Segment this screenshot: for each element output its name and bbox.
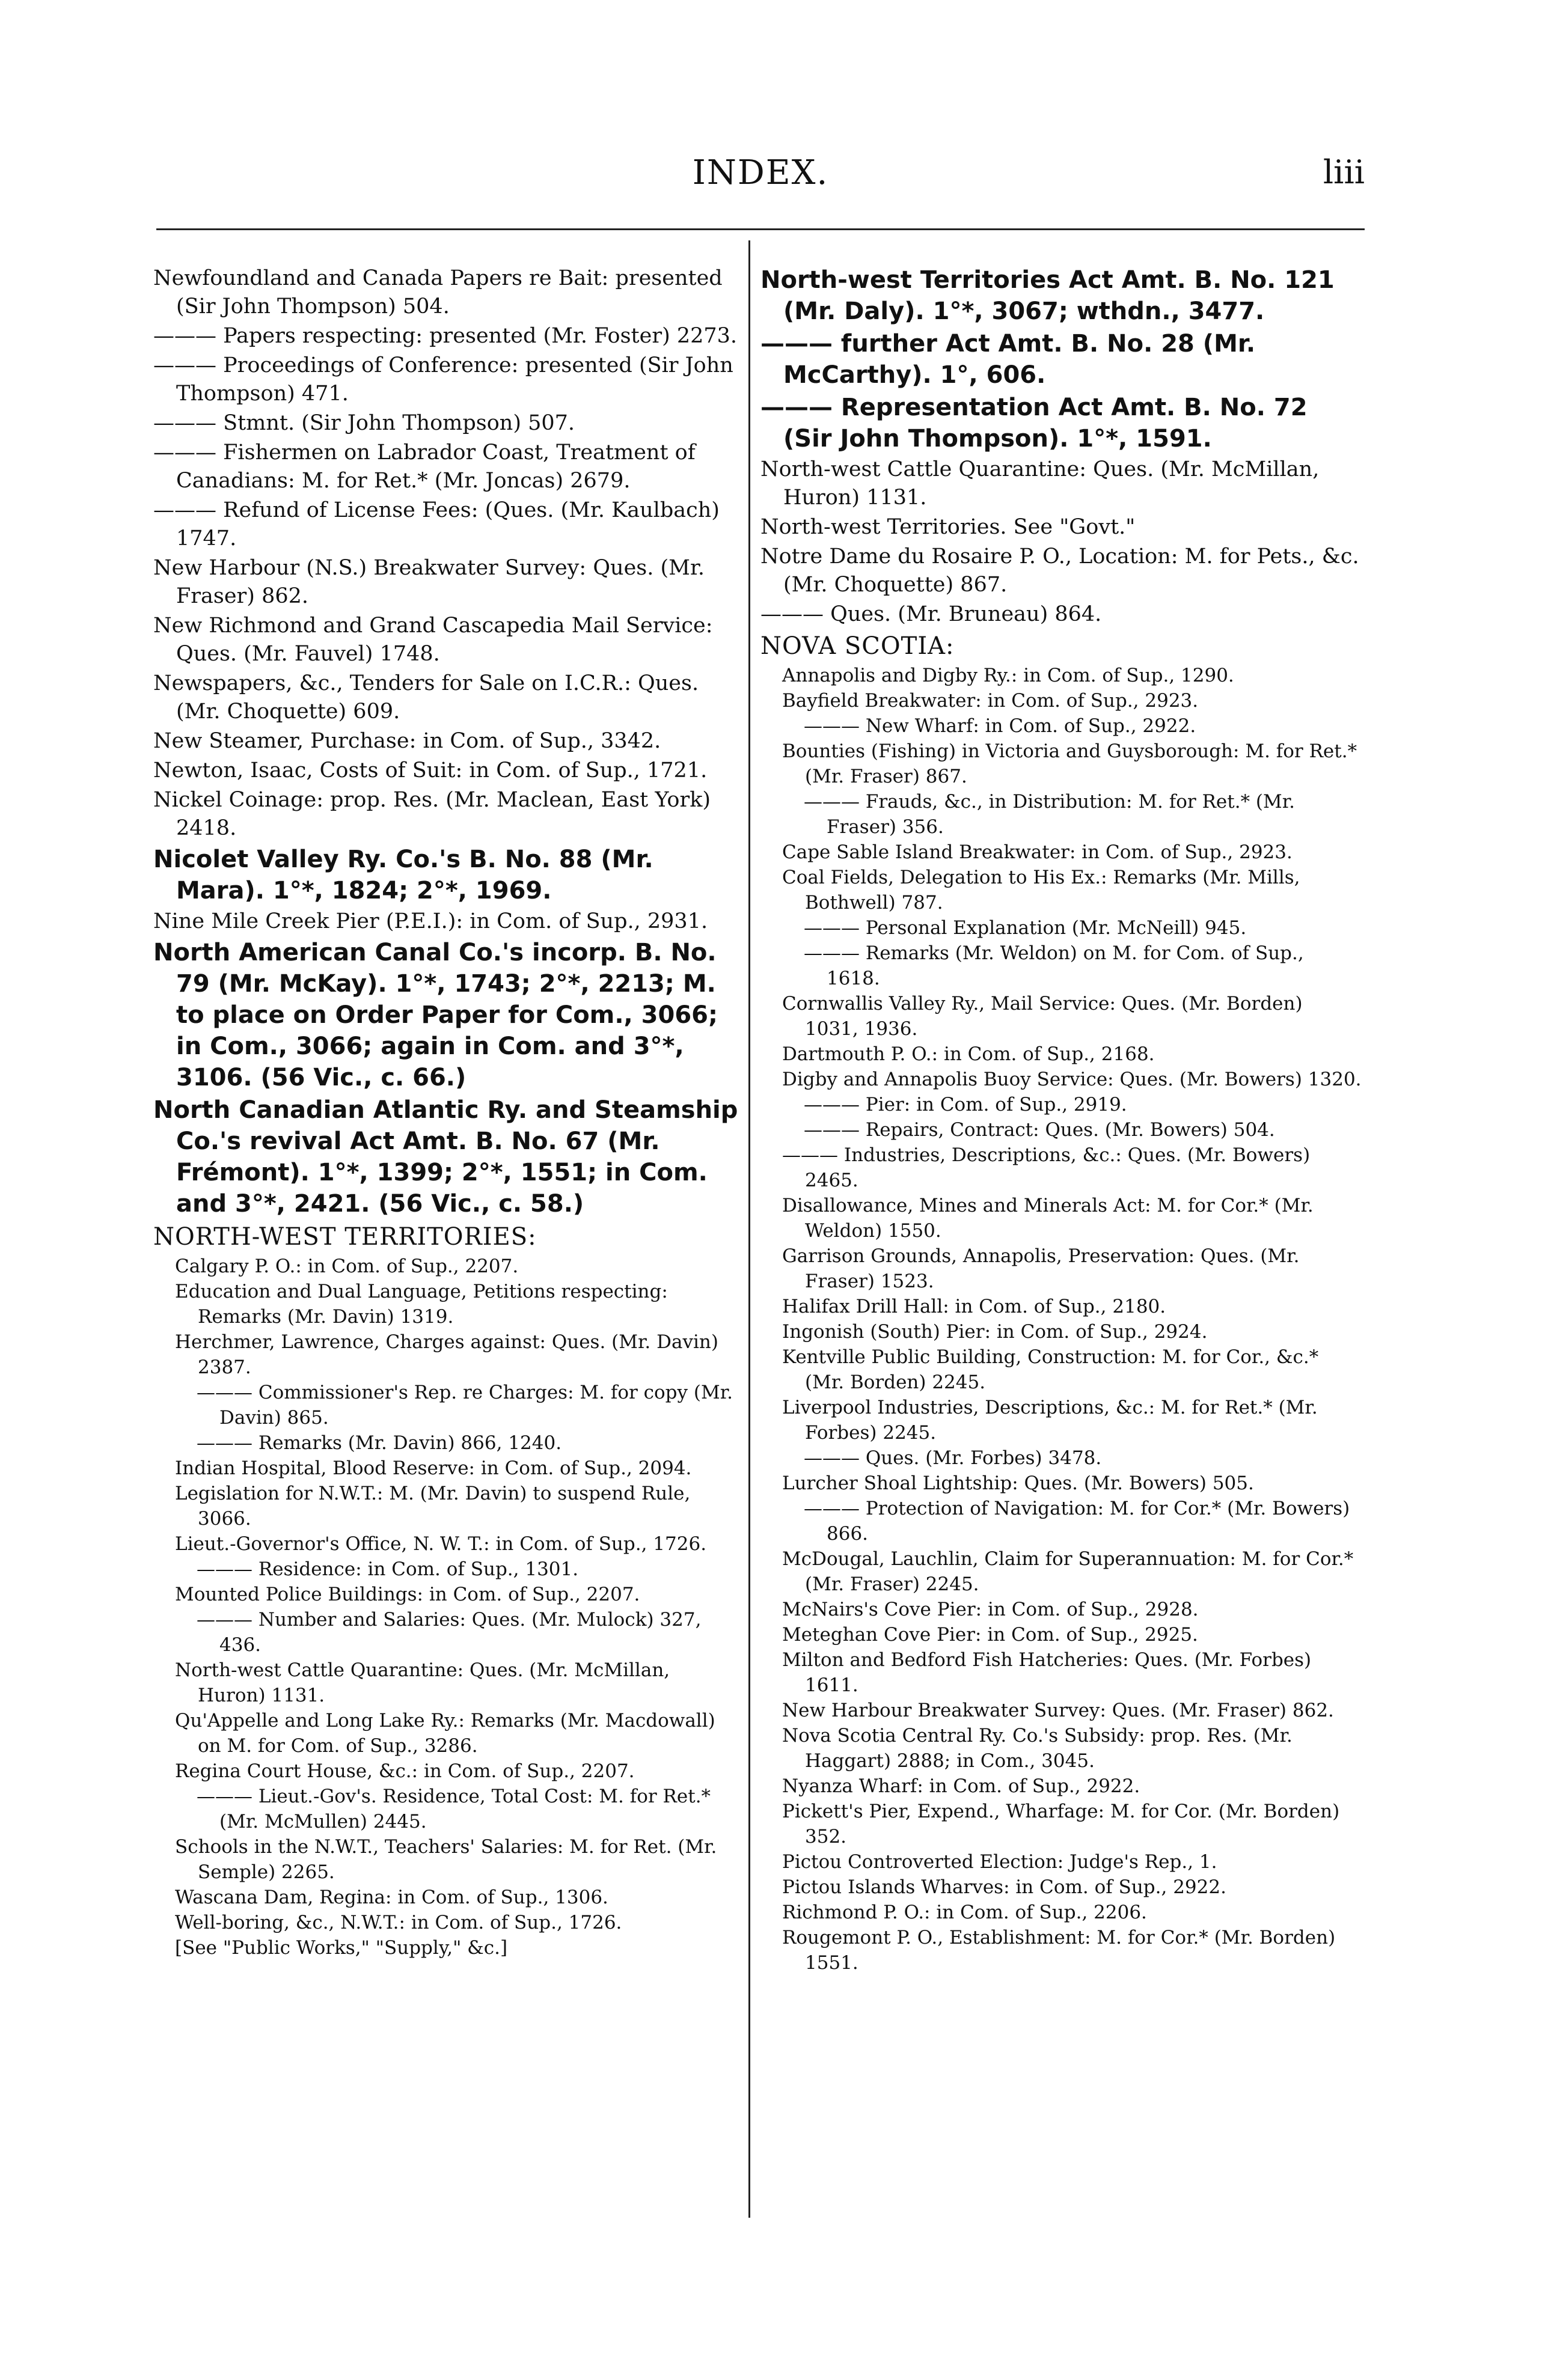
index-entry: Wascana Dam, Regina: in Com. of Sup., 1306.	[175, 1887, 608, 1908]
index-entry: Newspapers, &c., Tenders for Sale on I.C.R.: Ques. (Mr. Choquette) 609.	[153, 671, 699, 724]
index-entry: Mounted Police Buildings: in Com. of Sup., 2207.	[175, 1584, 640, 1605]
index-entry: Pictou Controverted Election: Judge's Rep., 1.	[782, 1851, 1217, 1873]
index-entry: ——— Fishermen on Labrador Coast, Treatment of Canadians: M. for Ret.* (Mr. Joncas) 2679.	[153, 441, 696, 493]
index-entry: Newfoundland and Canada Papers re Bait: presented (Sir John Thompson) 504.	[153, 266, 723, 319]
right-column	[760, 264, 1362, 1976]
index-entry: ——— Industries, Descriptions, &c.: Ques. (Mr. Bowers) 2465.	[782, 1144, 1311, 1191]
index-entry: New Richmond and Grand Cascapedia Mail Service: Ques. (Mr. Fauvel) 1748.	[153, 614, 713, 666]
index-entry: Calgary P. O.: in Com. of Sup., 2207.	[175, 1256, 519, 1277]
index-entry: ——— Proceedings of Conference: presented (Sir John Thompson) 471.	[153, 353, 733, 406]
index-entry: Qu'Appelle and Long Lake Ry.: Remarks (Mr. Macdowall) on M. for Com. of Sup., 3286.	[175, 1710, 715, 1757]
index-entry: Milton and Bedford Fish Hatcheries: Ques. (Mr. Forbes) 1611.	[782, 1649, 1312, 1696]
index-entry: ——— Commissioner's Rep. re Charges: M. for copy (Mr. Davin) 865.	[197, 1382, 733, 1429]
index-entry: Nickel Coinage: prop. Res. (Mr. Maclean, East York) 2418.	[153, 788, 711, 840]
index-entry: Schools in the N.W.T., Teachers' Salaries: M. for Ret. (Mr. Semple) 2265.	[175, 1836, 717, 1883]
index-entry: Ingonish (South) Pier: in Com. of Sup., 2924.	[782, 1321, 1208, 1343]
index-entry: Pictou Islands Wharves: in Com. of Sup., 2922.	[782, 1876, 1226, 1898]
index-entry: ——— Ques. (Mr. Forbes) 3478.	[804, 1447, 1102, 1469]
index-entry: New Harbour Breakwater Survey: Ques. (Mr. Fraser) 862.	[782, 1700, 1334, 1721]
index-entry: McDougal, Lauchlin, Claim for Superannuation: M. for Cor.* (Mr. Fraser) 2245.	[782, 1548, 1354, 1595]
index-entry: Education and Dual Language, Petitions respecting: Remarks (Mr. Davin) 1319.	[175, 1281, 668, 1328]
index-entry: Meteghan Cove Pier: in Com. of Sup., 2925.	[782, 1624, 1198, 1646]
column-divider	[748, 240, 750, 2218]
index-entry: ——— Frauds, &c., in Distribution: M. for Ret.* (Mr. Fraser) 356.	[804, 791, 1296, 838]
index-entry: Cape Sable Island Breakwater: in Com. of Sup., 2923.	[782, 841, 1293, 863]
index-entry: Halifax Drill Hall: in Com. of Sup., 2180.	[782, 1296, 1166, 1317]
index-entry: ——— Number and Salaries: Ques. (Mr. Mulock) 327, 436.	[197, 1609, 702, 1656]
index-entry: Regina Court House, &c.: in Com. of Sup., 2207.	[175, 1760, 635, 1782]
index-entry: Cornwallis Valley Ry., Mail Service: Ques. (Mr. Borden) 1031, 1936.	[782, 993, 1303, 1040]
index-entry: Bayfield Breakwater: in Com. of Sup., 2923.	[782, 690, 1199, 712]
index-entry: Garrison Grounds, Annapolis, Preservation: Ques. (Mr. Fraser) 1523.	[782, 1245, 1300, 1292]
index-entry: ——— Refund of License Fees: (Ques. (Mr. Kaulbach) 1747.	[153, 498, 720, 551]
index-entry: North-west Cattle Quarantine: Ques. (Mr. McMillan, Huron) 1131.	[760, 457, 1320, 510]
index-entry: ——— Remarks (Mr. Davin) 866, 1240.	[197, 1432, 562, 1454]
index-entry: North Canadian Atlantic Ry. and Steamship Co.'s revival Act Amt. B. No. 67 (Mr. Frémont). 1°*, 1399; 2°*, 1551; in Com. and 3°*, 2421. (56 Vic., c. 58.)	[153, 1096, 738, 1218]
section-heading: NORTH-WEST TERRITORIES:	[153, 1223, 537, 1251]
index-entry: Nine Mile Creek Pier (P.E.I.): in Com. of Sup., 2931.	[153, 909, 708, 933]
index-entry: Disallowance, Mines and Minerals Act: M. for Cor.* (Mr. Weldon) 1550.	[782, 1195, 1314, 1242]
index-entry: Richmond P. O.: in Com. of Sup., 2206.	[782, 1902, 1147, 1923]
index-entry: Indian Hospital, Blood Reserve: in Com. of Sup., 2094.	[175, 1457, 692, 1479]
index-entry: Newton, Isaac, Costs of Suit: in Com. of Sup., 1721.	[153, 758, 708, 783]
index-entry: Pickett's Pier, Expend., Wharfage: M. for Cor. (Mr. Borden) 352.	[782, 1801, 1340, 1848]
index-entry: Liverpool Industries, Descriptions, &c.: M. for Ret.* (Mr. Forbes) 2245.	[782, 1397, 1318, 1444]
index-entry: ——— further Act Amt. B. No. 28 (Mr. McCarthy). 1°, 606.	[760, 330, 1256, 389]
index-entry: North American Canal Co.'s incorp. B. No. 79 (Mr. McKay). 1°*, 1743; 2°*, 2213; M. to place on Order Paper for Com., 3066; in Com., 3066; again in Com. and 3°*, 3106. (56 Vic., c. 66.)	[153, 939, 718, 1091]
index-entry: ——— Lieut.-Gov's. Residence, Total Cost: M. for Ret.* (Mr. McMullen) 2445.	[197, 1786, 711, 1832]
page-number: liii	[1323, 153, 1365, 191]
index-entry: New Harbour (N.S.) Breakwater Survey: Ques. (Mr. Fraser) 862.	[153, 556, 705, 608]
page-header	[156, 153, 1365, 207]
index-entry: ——— Personal Explanation (Mr. McNeill) 945.	[804, 917, 1247, 939]
index-entry: ——— Stmnt. (Sir John Thompson) 507.	[153, 411, 575, 435]
index-entry: Notre Dame du Rosaire P. O., Location: M. for Pets., &c. (Mr. Choquette) 867.	[760, 545, 1359, 597]
index-entry: Herchmer, Lawrence, Charges against: Ques. (Mr. Davin) 2387.	[175, 1331, 718, 1378]
index-entry: Nova Scotia Central Ry. Co.'s Subsidy: prop. Res. (Mr. Haggart) 2888; in Com., 3045.	[782, 1725, 1293, 1772]
index-entry: ——— Representation Act Amt. B. No. 72 (Sir John Thompson). 1°*, 1591.	[760, 394, 1308, 453]
index-entry: McNairs's Cove Pier: in Com. of Sup., 2928.	[782, 1599, 1199, 1620]
index-entry: Well-boring, &c., N.W.T.: in Com. of Sup., 1726.	[175, 1912, 622, 1933]
index-entry: Annapolis and Digby Ry.: in Com. of Sup., 1290.	[782, 665, 1234, 686]
index-entry: Nyanza Wharf: in Com. of Sup., 2922.	[782, 1775, 1140, 1797]
index-entry: North-west Territories. See "Govt."	[760, 515, 1136, 539]
index-entry: Kentville Public Building, Construction: M. for Cor., &c.* (Mr. Borden) 2245.	[782, 1346, 1319, 1393]
index-entry: Dartmouth P. O.: in Com. of Sup., 2168.	[782, 1043, 1155, 1065]
index-entry: ——— New Wharf: in Com. of Sup., 2922.	[804, 715, 1196, 737]
section-heading: NOVA SCOTIA:	[760, 632, 955, 660]
index-entry: Bounties (Fishing) in Victoria and Guysborough: M. for Ret.* (Mr. Fraser) 867.	[782, 740, 1357, 787]
index-entry: ——— Pier: in Com. of Sup., 2919.	[804, 1094, 1127, 1115]
index-entry: ——— Remarks (Mr. Weldon) on M. for Com. of Sup., 1618.	[804, 942, 1304, 989]
index-entry: ——— Protection of Navigation: M. for Cor.* (Mr. Bowers) 866.	[804, 1498, 1350, 1545]
index-entry: Rougemont P. O., Establishment: M. for Cor.* (Mr. Borden) 1551.	[782, 1927, 1336, 1974]
index-entry: Nicolet Valley Ry. Co.'s B. No. 88 (Mr. Mara). 1°*, 1824; 2°*, 1969.	[153, 846, 653, 905]
page-title: INDEX.	[692, 153, 829, 192]
index-entry: Legislation for N.W.T.: M. (Mr. Davin) to suspend Rule, 3066.	[175, 1483, 691, 1530]
index-entry: ——— Residence: in Com. of Sup., 1301.	[197, 1558, 579, 1580]
index-entry: ——— Repairs, Contract: Ques. (Mr. Bowers) 504.	[804, 1119, 1275, 1141]
index-entry: Lurcher Shoal Lightship: Ques. (Mr. Bowers) 505.	[782, 1472, 1254, 1494]
index-entry: North-west Territories Act Amt. B. No. 121 (Mr. Daly). 1°*, 3067; wthdn., 3477.	[760, 266, 1335, 325]
left-column	[153, 264, 739, 1960]
index-entry: ——— Papers respecting: presented (Mr. Foster) 2273.	[153, 324, 738, 348]
index-entry: Lieut.-Governor's Office, N. W. T.: in Com. of Sup., 1726.	[175, 1533, 707, 1555]
index-entry: Digby and Annapolis Buoy Service: Ques. (Mr. Bowers) 1320.	[782, 1069, 1362, 1090]
index-entry: ——— Ques. (Mr. Bruneau) 864.	[760, 602, 1102, 626]
index-entry: [See "Public Works," "Supply," &c.]	[175, 1937, 508, 1959]
header-rule	[156, 228, 1365, 230]
index-entry: New Steamer, Purchase: in Com. of Sup., 3342.	[153, 729, 661, 753]
index-entry: Coal Fields, Delegation to His Ex.: Remarks (Mr. Mills, Bothwell) 787.	[782, 867, 1300, 914]
index-entry: North-west Cattle Quarantine: Ques. (Mr. McMillan, Huron) 1131.	[175, 1659, 670, 1706]
